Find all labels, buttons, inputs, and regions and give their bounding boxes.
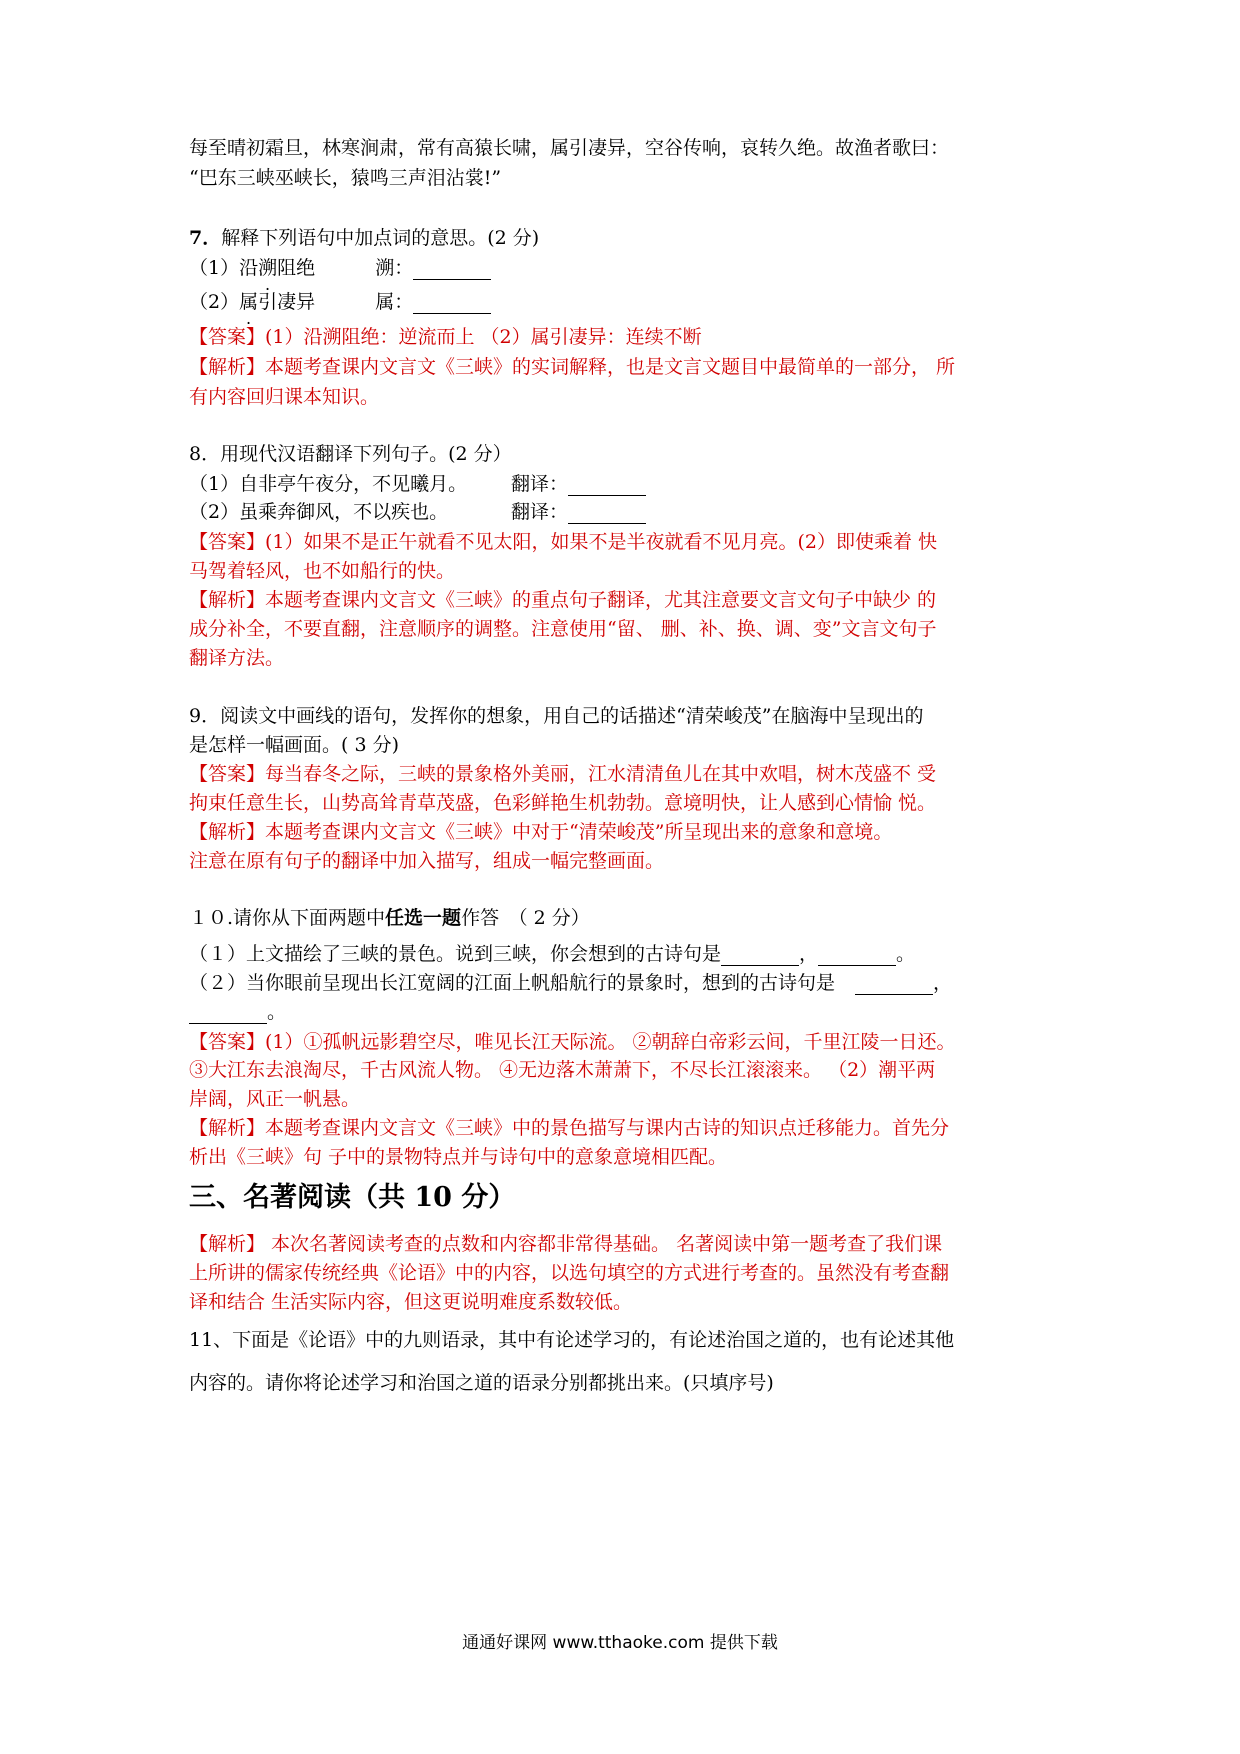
section-heading: 三、名著阅读（共 10 分） [189,1182,516,1213]
question-9-prompt: 9．阅读文中画线的语句，发挥你的想象，用自己的话描述“清荣峻茂”在脑海中呈现出的 [189,705,924,727]
answer-text: 【答案】(1）如果不是正午就看不见太阳，如果不是半夜就看不见月亮。(2）即使乘着 快 [189,531,938,553]
answer-text: ③大江东去浪淘尽，千古风流人物。 ④无边落木萧萧下，不尽长江滚滚来。 （2）潮平两 [189,1059,936,1081]
blank-label: 属： [375,291,414,313]
answer-text: 马驾着轻风，也不如船行的快。 [189,560,456,582]
passage-line: “巴东三峡巫峡长，猿鸣三声泪沾裳!” [189,167,502,189]
question-10-item-1 [189,942,915,966]
question-7-item-2 [189,290,491,314]
analysis-text: 注意在原有句子的翻译中加入描写，组成一幅完整画面。 [189,850,665,872]
answer-blank[interactable] [568,477,646,496]
analysis-text: 【解析】本题考查课内文言文《三峡》的实词解释，也是文言文题目中最简单的一部分， 所 [189,356,956,378]
analysis-text: 析出《三峡》句 子中的景物特点并与诗句中的意象意境相匹配。 [189,1146,728,1168]
passage-line: 每至晴初霜旦，林寒涧肃，常有高猿长啸，属引凄异，空谷传响，哀转久绝。故渔者歌曰： [189,137,950,159]
emphasis-text: 任选一题 [385,907,462,929]
item-text: （2）虽乘奔御风，不以疾也。 [189,501,449,523]
question-10-item-2-cont [189,1000,286,1024]
question-11-prompt: 内容的。请你将论述学习和治国之道的语录分别都挑出来。(只填序号) [189,1372,774,1394]
answer-blank[interactable] [189,1005,267,1024]
item-text: （1）沿 [189,257,259,279]
question-text: 解释下列语句中加点词的意思。(2 分) [221,227,540,249]
item-text: 阻绝 [277,257,316,279]
question-10-item-2 [189,971,952,995]
answer-blank[interactable] [818,947,896,966]
question-text: １０.请你从下面两题中 [189,907,386,929]
answer-blank[interactable] [721,947,799,966]
question-7-item-1 [189,256,491,280]
analysis-text: 译和结合 生活实际内容，但这更说明难度系数较低。 [189,1291,633,1313]
answer-text: 【答案】(1）沿溯阻绝：逆流而上 （2）属引凄异：连续不断 [189,326,702,348]
answer-text: 岸阔，风正一帆悬。 [189,1088,361,1110]
item-text: 引凄异 [258,291,316,313]
blank-label: 溯： [375,257,414,279]
question-7-prompt [189,226,539,250]
answer-blank[interactable] [413,295,491,314]
analysis-text: 有内容回归课本知识。 [189,386,380,408]
analysis-text: 翻译方法。 [189,647,285,669]
question-8-prompt: 8．用现代汉语翻译下列句子。(2 分） [189,443,512,465]
analysis-text: 【解析】 本次名著阅读考查的点数和内容都非常得基础。 名著阅读中第一题考查了我们课 [189,1233,943,1255]
dotted-word: 属 [239,291,259,313]
answer-blank[interactable] [413,261,491,280]
blank-label: 翻译： [511,473,569,495]
question-8-item-1 [189,472,646,496]
item-text: （2） [189,291,240,313]
punctuation: 。 [267,1001,287,1023]
item-text: （1）自非亭午夜分，不见曦月。 [189,473,468,495]
item-text: （２）当你眼前呈现出长江宽阔的江面上帆船航行的景象时，想到的古诗句是 [189,972,836,994]
answer-text: 【答案】(1）①孤帆远影碧空尽，唯见长江天际流。 ②朝辞白帝彩云间，千里江陵一日还。 [189,1031,956,1053]
answer-blank[interactable] [855,976,933,995]
analysis-text: 【解析】本题考查课内文言文《三峡》中的景色描写与课内古诗的知识点迁移能力。首先分 [189,1117,950,1139]
answer-text: 拘束任意生长，山势高耸青草茂盛，色彩鲜艳生机勃勃。意境明快，让人感到心情愉 悦。 [189,792,937,814]
question-10-prompt [189,906,590,930]
analysis-text: 【解析】本题考查课内文言文《三峡》中对于“清荣峻茂”所呈现出来的意象和意境。 [189,821,893,843]
punctuation: ， [799,943,819,965]
analysis-text: 【解析】本题考查课内文言文《三峡》的重点句子翻译，尤其注意要文言文句子中缺少 的 [189,589,937,611]
answer-blank[interactable] [568,505,646,524]
question-text: 作答 （ 2 分） [461,907,590,929]
punctuation: 。 [896,943,916,965]
question-11-prompt: 11、下面是《论语》中的九则语录，其中有论述学习的，有论述治国之道的，也有论述其他 [189,1329,955,1351]
punctuation: ， [933,972,953,994]
analysis-text: 成分补全，不要直翻，注意顺序的调整。注意使用“留、 删、补、换、调、变”文言文句子 [189,618,937,640]
answer-text: 【答案】每当春冬之际，三峡的景象格外美丽，江水清清鱼儿在其中欢唱，树木茂盛不 受 [189,763,937,785]
page-footer: 通通好课网 www.tthaoke.com 提供下载 [462,1633,778,1653]
question-number: 7． [189,227,222,249]
blank-label: 翻译： [511,501,569,523]
question-8-item-2 [189,500,646,524]
analysis-text: 上所讲的儒家传统经典《论语》中的内容，以选句填空的方式进行考查的。虽然没有考查翻 [189,1262,950,1284]
dotted-word: 溯 [258,257,278,279]
item-text: （１）上文描绘了三峡的景色。说到三峡，你会想到的古诗句是 [189,943,722,965]
question-9-prompt: 是怎样一幅画面。( 3 分) [189,734,399,756]
